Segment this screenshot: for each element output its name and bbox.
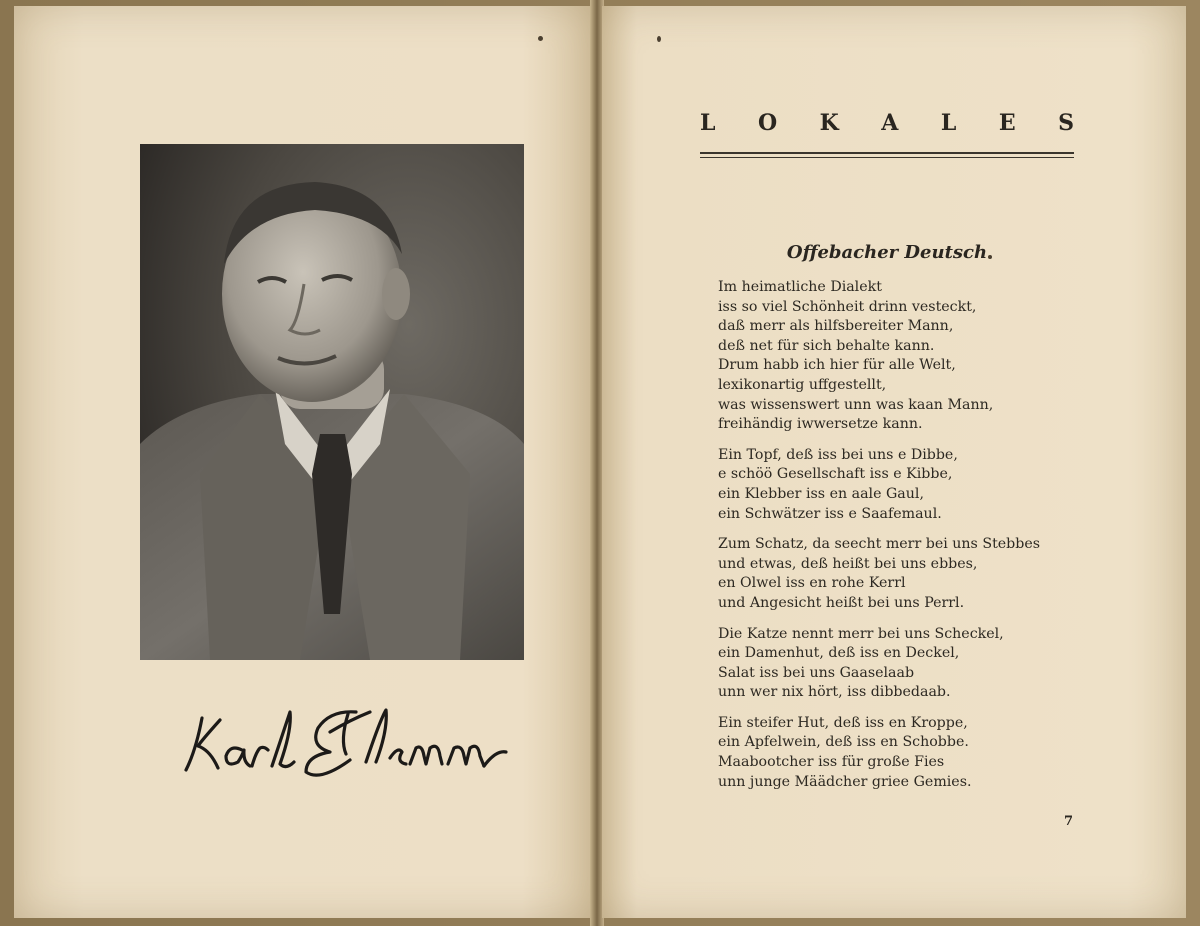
- poem-line: ein Damenhut, deß iss en Deckel,: [718, 645, 960, 662]
- poem-line: lexikonartig uffgestellt,: [718, 376, 887, 393]
- heading-letter: L: [700, 110, 716, 136]
- heading-letter: A: [881, 110, 899, 136]
- poem-line: iss so viel Schönheit drinn vesteckt,: [718, 298, 977, 315]
- poem-line: was wissenswert unn was kaan Mann,: [718, 396, 994, 413]
- author-signature: [180, 690, 510, 790]
- poem-line: und Angesicht heißt bei uns Perrl.: [718, 594, 965, 611]
- poem-line: und etwas, deß heißt bei uns ebbes,: [718, 555, 978, 572]
- poem-line: ein Schwätzer iss e Saafemaul.: [718, 505, 942, 522]
- portrait-photo: [140, 144, 524, 660]
- poem-line: Drum habb ich hier für alle Welt,: [718, 357, 956, 374]
- page-number: 7: [1064, 814, 1074, 829]
- heading-letter: O: [757, 110, 778, 136]
- poem-body: [718, 278, 1098, 803]
- poem-line: Maabootcher iss für große Fies: [718, 754, 945, 771]
- heading-rule-thick: [700, 152, 1074, 154]
- paper-speck: [657, 36, 661, 42]
- poem-line: Ein steifer Hut, deß iss en Kroppe,: [718, 714, 968, 731]
- signature-image: [180, 690, 510, 790]
- poem-stanza: [718, 625, 1098, 703]
- poem-line: Salat iss bei uns Gaaselaab: [718, 664, 915, 681]
- poem-line: Ein Topf, deß iss bei uns e Dibbe,: [718, 446, 958, 463]
- heading-letter: K: [819, 110, 839, 136]
- poem-line: ein Apfelwein, deß iss en Schobbe.: [718, 734, 969, 751]
- section-heading: [700, 110, 1074, 136]
- poem-line: daß merr als hilfsbereiter Mann,: [718, 318, 954, 335]
- poem-line: deß net für sich behalte kann.: [718, 337, 935, 354]
- heading-letter: S: [1058, 110, 1074, 136]
- poem-line: en Olwel iss en rohe Kerrl: [718, 575, 906, 592]
- poem-line: freihändig iwwersetze kann.: [718, 416, 923, 433]
- poem-line: ein Klebber iss en aale Gaul,: [718, 485, 924, 502]
- poem-line: Zum Schatz, da seecht merr bei uns Stebbes: [718, 536, 1041, 553]
- heading-letter: E: [998, 110, 1016, 136]
- heading-rule-thin: [700, 157, 1074, 158]
- poem-line: unn junge Määdcher griee Gemies.: [718, 773, 972, 790]
- heading-letter: L: [940, 110, 957, 136]
- portrait-image: [140, 144, 524, 660]
- poem-stanza: [718, 278, 1098, 435]
- poem-stanza: [718, 446, 1098, 524]
- poem-stanza: [718, 535, 1098, 613]
- poem-title: Offebacher Deutsch: [786, 242, 988, 263]
- poem-stanza: [718, 714, 1098, 792]
- poem-line: unn wer nix hört, iss dibbedaab.: [718, 684, 951, 701]
- poem-line: e schöö Gesellschaft iss e Kibbe,: [718, 466, 953, 483]
- poem-line: Die Katze nennt merr bei uns Scheckel,: [718, 625, 1004, 642]
- poem-line: Im heimatliche Dialekt: [718, 279, 882, 295]
- paper-speck: [538, 36, 543, 41]
